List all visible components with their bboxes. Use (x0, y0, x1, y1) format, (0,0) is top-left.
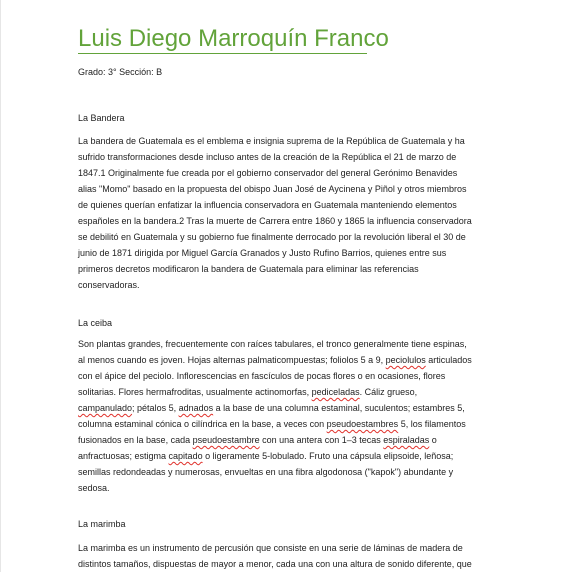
text-run: de quienes querían enfatizar la influencia conservadora en Guatemala manteniendo elementos (78, 200, 457, 210)
text-run: conservadoras. (78, 280, 140, 290)
text-run: sedosa. (78, 483, 110, 493)
paragraph-line (78, 181, 528, 197)
text-run: fusionados en la base, cada (78, 435, 193, 445)
paragraph-line (78, 464, 528, 480)
paragraph-line (78, 432, 528, 448)
paragraph-line (78, 149, 528, 165)
misspelled-word: peciolulos (385, 355, 426, 365)
misspelled-word: pseudoestambres (326, 419, 399, 429)
paragraph-line (78, 448, 528, 464)
paragraph-line (78, 165, 528, 181)
paragraph-marimba (78, 540, 528, 572)
text-run: o ligeramente 5-lobulado. Fruto una cápsula elipsoide, leñosa; (202, 451, 454, 461)
text-run: La marimba es un instrumento de percusión que consiste en una serie de láminas de madera de (78, 543, 463, 553)
document-title: Luis Diego Marroquín Franco (78, 25, 389, 52)
paragraph-line (78, 213, 528, 229)
text-run: con una antera con 1–3 tecas (259, 435, 384, 445)
text-run: distintos tamaños, dispuestas de mayor a menor, cada una con una altura de sonido diferente, que (78, 559, 472, 569)
paragraph-line (78, 352, 528, 368)
paragraph-line (78, 480, 528, 496)
text-run: primeros decretos modificaron la bandera de Guatemala para eliminar las referencias (78, 264, 419, 274)
paragraph-ceiba (78, 336, 528, 496)
text-run: a la base de una columna estaminal, suculentos; estambres 5, (213, 403, 465, 413)
section-heading-bandera: La Bandera (78, 113, 125, 123)
misspelled-word: capitado (168, 451, 203, 461)
text-run: se debilitó en Guatemala y su gobierno fue finalmente derrocado por la revolución liberal el 30 de (78, 232, 466, 242)
text-run: La bandera de Guatemala es el emblema e insignia suprema de la República de Guatemala y ha (78, 136, 465, 146)
paragraph-line (78, 133, 528, 149)
paragraph-line (78, 368, 528, 384)
paragraph-line (78, 384, 528, 400)
text-run: 1847.1 Originalmente fue creada por el gobierno conservador del general Gerónimo Benavides (78, 168, 458, 178)
section-heading-marimba: La marimba (78, 519, 126, 529)
text-run: junio de 1871 dirigida por Miguel García Granados y Justo Rufino Barrios, quienes entre sus (78, 248, 447, 258)
paragraph-line (78, 245, 528, 261)
text-run: con el ápice del peciolo. Inflorescencias en fascículos de pocas flores o en ocasiones, flores (78, 371, 446, 381)
text-run: sufrido transformaciones desde incluso antes de la creación de la República el 21 de marzo de (78, 152, 457, 162)
text-run: al menos cuando es joven. Hojas alternas palmaticompuestas; foliolos 5 a 9, (78, 355, 386, 365)
misspelled-word: adnados (178, 403, 214, 413)
text-run: anfractuosas; estigma (78, 451, 169, 461)
text-run: alias "Momo" basado en la propuesta del obispo Juan José de Aycinena y Piñol y otros miembros (78, 184, 467, 194)
text-run: españoles en la bandera.2 Tras la muerte de Carrera entre 1860 y 1865 la influencia conservadora (78, 216, 472, 226)
misspelled-word: pediceladas (311, 387, 360, 397)
misspelled-word: campanulado (78, 403, 133, 413)
paragraph-line (78, 261, 528, 277)
paragraph-line (78, 416, 528, 432)
text-run: Son plantas grandes, frecuentemente con raíces tabulares, el tronco generalmente tiene espinas, (78, 339, 467, 349)
paragraph-line (78, 336, 528, 352)
paragraph-line (78, 277, 528, 293)
text-run: ; pétalos 5, (132, 403, 179, 413)
paragraph-bandera (78, 133, 528, 293)
text-run: columna estaminal cónica o cilíndrica en la base, a veces con (78, 419, 327, 429)
misspelled-word: pseudoestambre (192, 435, 260, 445)
grade-section-line: Grado: 3° Sección: B (78, 67, 163, 77)
paragraph-line (78, 197, 528, 213)
section-heading-ceiba: La ceiba (78, 318, 113, 328)
title-underline (78, 53, 367, 54)
text-run: semillas redondeadas y numerosas, envueltas en una fibra algodonosa ("kapok") abundante y (78, 467, 454, 477)
text-run: solitarias. Flores hermafroditas, usualmente actinomorfas, (78, 387, 312, 397)
text-run: o (429, 435, 437, 445)
text-run: 5, los filamentos (398, 419, 466, 429)
paragraph-line (78, 229, 528, 245)
text-run: . Cáliz grueso, (359, 387, 418, 397)
text-run: articulados (425, 355, 472, 365)
misspelled-word: espiraladas (383, 435, 430, 445)
paragraph-line (78, 556, 528, 572)
paragraph-line (78, 400, 528, 416)
paragraph-line (78, 540, 528, 556)
